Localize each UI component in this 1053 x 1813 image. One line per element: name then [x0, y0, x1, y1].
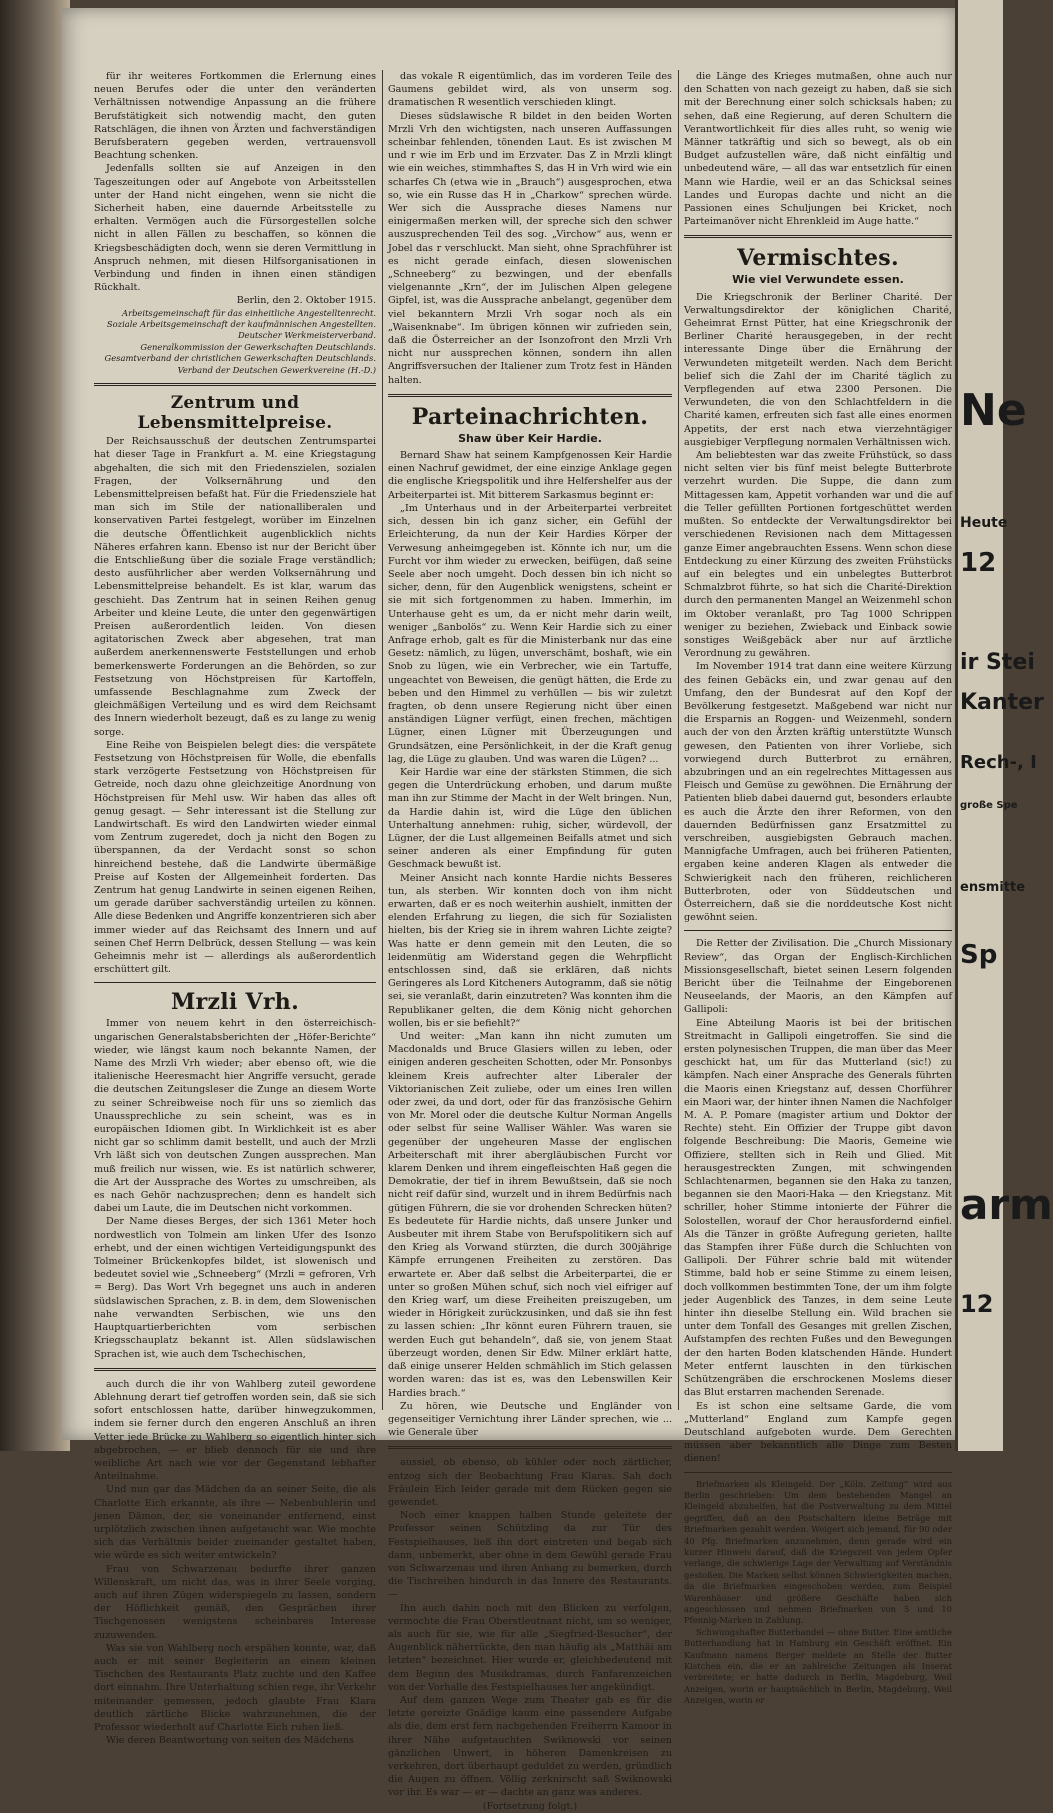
feuilleton-paragraph: Frau von Schwarzenau bedurfte ihrer ganzen Willenskraft, um nicht das, was in ihrer Seele vorging, auch auf ihren Zügen widerspiegeln zu lassen, sondern der Höflichkeit gemäß, den Gesprächen ihrer Tischgenossen wenigstens scheinbares Interesse zuzuwenden.: [94, 1563, 376, 1641]
ad-fragment: Rech-, I: [960, 752, 1037, 773]
dateline: Berlin, den 2. Oktober 1915.: [236, 295, 376, 307]
signatory: Arbeitsgemeinschaft für das einheitliche Angestelltenrecht.: [122, 307, 376, 318]
ad-fragment: Kanter: [960, 690, 1044, 715]
headline: Mrzli Vrh.: [170, 989, 300, 1016]
divider: [388, 394, 672, 397]
paragraph: das vokale R eigentümlich, das im vorderen Teile des Gaumens gebildet wird, als von unserm sog. dramatischen R wesentlich verschieden klingt.: [388, 71, 672, 109]
signatory: Soziale Arbeitsgemeinschaft der kaufmännischen Angestellten.: [106, 319, 376, 330]
feuilleton-paragraph: Und nun gar das Mädchen da an seiner Seite, die als Charlotte Eich erkannte, als ihre — Nebenbuhlerin und jenen Dämon, der, sie voneinander entfernend, einst urplötzlich zwischen ihnen aufgetaucht war. Wie mochte sich das Verhältnis beider zueinander gestaltet haben, wie würde es sich weiter entwickeln?: [94, 1484, 376, 1562]
paragraph: „Im Unterhaus und in der Arbeiterpartei verbreitet sich, dessen bin ich ganz sicher, ein Gefühl der Erleichterung, da nun der Keir Hardies Körper der Verwesung anheimgegeben ist. Könnte ich nur, um die Furcht vor ihm wieder zu erwecken, beifügen, daß seine Seele aber noch umgeht. Doch dessen bin ich nicht so sicher, denn, für den Augenblick wenigstens, scheint er sie mit sich fortgenommen zu haben. Immerhin, im Unterhause geht es um, da er nicht mehr darin weilt, weniger „ßanbolös“ zu. Wenn Keir Hardie sich zu einer Anfrage erhob, galt es für die Ministerbank nur das eine Gesetz: nämlich, zu lügen, unverschämt, boshaft, wie ein Snob zu lügen, wie ein Verbrecher, wie ein Tartuffe, ungeachtet von Beweisen, die genügt hätten, die Erde zu beben und den Himmel zu verhüllen — bis wir zuletzt fragten, ob denn unsere Regierung nicht über einen anständigen Lügner verfügt, einen frechen, mächtigen Lügner, einen Lügner mit Überzeugungen und Grundsätzen, eine Persönlichkeit, in der die Kraft genug lag, die Lüge zu glauben. Und was waren die Lügen? ...: [388, 502, 672, 765]
paragraph: Immer von neuem kehrt in den österreichisch-ungarischen Generalstabsberichten der „Höfer-Berichte“ wieder, wie längst kaum noch bekannte Namen, der Name des Mrzli Vrh wieder; aber ebenso oft, wie die italienische Heeresmacht hier Angriffe versucht, gerade die deutschen Zeitungsleser die Zunge an diesem Worte zu seiner Schreibweise noch für uns so ziemlich das Unaussprechliche zu sein scheint, was es in europäischen Idiomen gibt. In Wirklichkeit ist es aber nicht gar so schlimm damit bestellt, und auch der Mrzli Vrh läßt sich von deutschen Zungen aussprechen. Man muß freilich nur wissen, wie. Es ist natürlich schwerer, die Art der Aussprache des Wortes zu umschreiben, als es nach Gehör nachzusprechen; denn es handelt sich dabei um Laute, die im Deutschen nicht vorkommen.: [94, 1018, 376, 1215]
paragraph: Jedenfalls sollten sie auf Anzeigen in den Tageszeitungen oder auf Angebote von Arbeitsstellen unter der Hand nicht eingehen, wenn sie nicht die Sicherheit haben, eine dauernde Arbeitsstelle zu erhalten. Vermögen auch die Fürsorgestellen solche nicht in allen Fällen zu beschaffen, so können die Kriegsbeschädigten doch, wenn sie deren Vermittlung in Anspruch nehmen, mit diesen Hilfsorganisationen in Verbindung und finden in ihnen einen ständigen Rückhalt.: [94, 163, 376, 294]
paragraph: Meiner Ansicht nach konnte Hardie nichts Besseres tun, als sterben. Wir konnten doch von ihm nicht erwarten, daß er es noch weiterhin aushielt, inmitten der elenden Erfahrung zu liegen, die sich für Sozialisten hielten, bis der Krieg sie in ihrem wahren Lichte zeigte? Was hatte er denn gemein mit den Leuten, die so leidenmütig am Widerstand gegen die Wehrpflicht entschlossen sind, daß sie erklären, daß nichts Geringeres als Lord Kitcheners Autogramm, daß sie nötig sei, sie veranlaßt, darin einzutreten? Was konnten ihm die Republikaner gelten, die dem König nicht gehorchen wollen, bis er sie befiehlt?“: [388, 872, 672, 1029]
paragraph: Briefmarken als Kleingeld. Der „Köln. Zeitung“ wird aus Berlin geschrieben: Um dem bestehenden Mangel an Kleingeld abzuhelfen, hat die Postverwaltung zu dem Mittel gegriffen, daß an den Postschaltern kleine Beträge mit Briefmarken gezahlt werden. Weigert sich jemand, für 90 oder 40 Pfg. Briefmarken anzunehmen, denn gerade wird ein kurzer Hinweis darauf, daß die Kriegszeit von jedem Opfer verlange, die schwierige Lage der Verwaltung auf Verständnis gestoßen. Die Marken selbst können Schwierigkeiten machen, da die Briefmarken eingeschoben werden, zum Beispiel Warenhäuser und größere Geschäfte haben sich angeschlossen und nehmen Briefmarken von 5 und 10 Pfennig-Marken in Zahlung.: [684, 1478, 952, 1626]
column-2: [388, 70, 672, 1812]
ad-fragment: große Spe: [960, 800, 1018, 811]
paragraph: Eine Abteilung Maoris ist bei der britischen Streitmacht in Gallipoli eingetroffen. Sie sind die ersten polynesischen Truppen, die man über das Meer geschickt hat, um für das Mutterland (sic!) zu kämpfen. Nach einer Ansprache des Generals führten die Maoris einen Kriegstanz auf, dessen Chorführer ein Maori war, der hinter ihnen Namen die Nachfolger M. A. P. Pomare (magister artium und Doktor der Rechte) steht. Ein Offizier der Truppe gibt davon folgende Beschreibung: Die Maoris, Gemeine wie Offiziere, stellten sich in Reih und Glied. Mit herausgestreckten Zungen, mit schwingenden Schlachtenarmen, begannen sie den Haka zu tanzen, begannen sie den Maori-Haka — den Kriegstanz. Mit schriller, hoher Stimme intonierte der Führer die Solostellen, worauf der Chor herausfordernd einfiel. Als die Tänzer in größte Aufregung gerieten, hallte das Stampfen ihrer Füße durch die Schluchten von Gallipoli. Der Führer schrie bald mit wütender Stimme, bald hob er seine Stimme zu einem leisen, doch vollkommen bestimmten Tone, der um ihm folgte jeder Augenblick des Tanzes, in dem seine Leute hinter ihn dieselbe Stellung ein. Wild brachen sie unter dem Tonfall des Gesanges mit grellen Zischen, Aufstampfen des rechten Fußes und den Bewegungen der den harten Boden klatschenden Hände. Hundert Meter entfernt lauschten in den türkischen Schützengräben die erschrockenen Moslems dieser das Blut erstarren machenden Serenade.: [684, 1017, 952, 1399]
headline: Parteinachrichten.: [411, 403, 649, 430]
feuilleton-paragraph: auch durch die ihr von Wahlberg zuteil gewordene Ablehnung derart tief getroffen worden sein, daß sie sich sofort entschlossen hatte, darüber hinwegzukommen, indem sie ferner durch den engeren Anschluß an ihren Vetter jede Brücke zu Wahlberg so eigentlich hinter sich abgebrochen, — er blieb dennoch für sie und ihre weibliche Art nach wie vor der Gegenstand lebhafter Anteilnahme.: [94, 1378, 376, 1483]
paragraph: Zu hören, wie Deutsche und Engländer von gegenseitiger Vernichtung ihrer Länder sprechen, wie ... wie Generale über: [388, 1400, 672, 1439]
feuilleton-paragraph: Was sie von Wahlberg noch erspähen konnte, war, daß auch er mit seiner Begleiterin an einem kleinen Tischchen des Restaurants Platz zuchte und den Kaffee dort einnahm. Ihre Unterhaltung schien rege, ihr Verkehr miteinander gemessen, jedoch glaubte Frau Klara deutlich zärtliche Blicke wahrzunehmen, die der Professor wiederholt auf Charlotte Eich ruhen ließ.: [94, 1642, 376, 1733]
paragraph: Es ist schon eine seltsame Garde, die vom „Mutterland“ England zum Kampfe gegen Deutschland aufgeboten wurde. Dem Gerechten müssen aber bekanntlich alle Dinge zum Besten dienen!: [684, 1400, 952, 1465]
continuation-note: (Fortsetzung folgt.): [482, 1800, 578, 1812]
column-3: [684, 70, 952, 1706]
paragraph: Dieses südslawische R bildet in den beiden Worten Mrzli Vrh den wichtigsten, nach unseren Auffassungen scheinbar fehlenden, tönenden Laut. Es ist zwischen M und r wie im Erb und im Erzvater. Das Z in Mrzli klingt wie ein weiches, stimmhaftes S, das H in Vrh wird wie ein scharfes Ch (etwa wie in „Brauch“) ausgesprochen, etwa so, wie ein Russe das H in „Charkow“ sprechen würde. Wer sich die Aussprache dieses Namens nur einigermaßen merken will, der spreche sich den schwer auszusprechenden Teil des sog. „Virchow“ aus, wenn er Jobel das r verschluckt. Man sieht, ohne Sprachführer ist es nicht gerade einfach, diesen slowenischen „Schneeberg“ zu bezwingen, und der ebenfalls vielgenannte „Krn“, der im Julischen Alpen gelegene Gipfel, ist, was die Aussprache anbelangt, gegenüber dem viel bekanntern Mrzli Vrh sogar noch als ein „Waisenknabe“. Im übrigen können wir zufrieden sein, daß die Österreicher an der Isonzofront den Mrzli Vrh nicht nur aussprechen können, sondern ihn allen Angriffsversuchen der Italiener zum Trotz fest in Händen halten.: [388, 110, 672, 386]
paragraph: Die Retter der Zivilisation. Die „Church Missionary Review“, das Organ der Englisch-Kirchlichen Missionsgesellschaft, bietet seinen Lesern folgenden Bericht über die Teilnahme der Eingeborenen Neuseelands, der Maoris, an den Kämpfen auf Gallipoli:: [684, 938, 952, 1016]
paragraph: Am beliebtesten war das zweite Frühstück, so dass nicht selten vier bis fünf meist belegte Butterbrote verzehrt wurden. Die Suppe, die dann zum Mittagessen kam, Appetit vorhanden war und die auf die Teller gefüllten Portionen fortgeschüttet werden mußten. So entdeckte der Verwaltungsdirektor bei verschiedenen Revisionen nach dem Mittagessen ganze Eimer angebrauchten Essens. Wenn schon diese Entdeckung zu einer Kürzung des zweiten Frühstücks auf ein belegtes und ein unbelegtes Butterbrot Schmalzbrot führte, so hat sich die Charité-Direktion durch den permanenten Mangel an Weizenmehl schon im Oktober veranlaßt, pro Tag 1000 Schrippen weniger zu beziehen, Zwieback und Einback sowie sonstiges Weißgebäck aber nur auf ärztliche Verordnung zu gewähren.: [684, 450, 952, 660]
signatory: Gesamtverband der christlichen Gewerkschaften Deutschlands.: [104, 353, 376, 364]
paragraph: Keir Hardie war eine der stärksten Stimmen, die sich gegen die Unterdrückung erhoben, und darum mußte man ihn zur Stimme der Macht in der Welt bringen. Nun, da Hardie dahin ist, wird die Lüge den üblichen Unterhaltung annehmen: ruhig, sicher, würdevoll, der Lügner, der die Lust allgemeinen Beifalls atmet und sich seiner anderen als einer Empfindung für guten Geschmack bewußt ist.: [388, 766, 672, 871]
paragraph: Die Kriegschronik der Berliner Charité. Der Verwaltungsdirektor der königlichen Charité, Geheimrat Ernst Pütter, hat eine Kriegschronik der Berliner Charité herausgegeben, in der recht interessante Dinge über die Ernährung der Verwundeten mitgeteilt werden. Nach dem Bericht belief sich die Zahl der im Charité täglich zu Verpflegenden auf etwa 2300 Personen. Die Verwundeten, die von den Schlachtfeldern in die Charité kamen, erfreuten sich fast alle eines enormen Appetits, der erst nach etwa vierzehntägiger ausgiebiger Verpflegung normalen Verhältnissen wich.: [684, 291, 952, 448]
divider: [684, 1472, 952, 1473]
signatory: Verband der Deutschen Gewerkvereine (H.-D.): [177, 364, 376, 375]
ad-fragment: Heute: [960, 515, 1008, 531]
signatory: Deutscher Werkmeisterverband.: [237, 330, 376, 341]
ad-fragment: ensmitte: [960, 880, 1026, 895]
divider: [94, 982, 376, 983]
feuilleton-paragraph: Noch einer knappen halben Stunde geleitete der Professor seinen Schützling da zur Tür des Festspielhauses, ließ ihn dort eintreten und begab sich dann, unbemerkt, aber ohne in dem Gewühl gerade Frau von Schwarzenau und ihren Anhang zu bemerken, durch die Tischreihen hindurch in das Innere des Restaurants. —: [388, 1510, 672, 1601]
book-binding: [0, 0, 70, 1451]
ad-fragment: ir Stei: [960, 650, 1035, 675]
divider: [94, 383, 376, 386]
feuilleton-paragraph: Wie deren Beantwortung von seiten des Mädchens: [106, 1735, 354, 1747]
feuilleton-paragraph: Ihn auch dahin noch mit den Blicken zu verfolgen, vermochte die Frau Oberstleutnant nicht, um so weniger, als auch für sie, wie für alle „Siegfried-Besucher“, der Augenblick näherrückte, den man häufig als „Matthäi am letzten“ bezeichnet. Hier wurde er, gleichbedeutend mit dem Beginn des Musikdramas, durch Fanfarenzeichen von der Vorhalle des Festspielhauses her angekündigt.: [388, 1602, 672, 1693]
paragraph: Der Reichsausschuß der deutschen Zentrumspartei hat dieser Tage in Frankfurt a. M. eine Kriegstagung abgehalten, die sich mit den Friedenszielen, sozialen Fragen, der Volksernährung und den Lebensmittelpreisen befaßt hat. Für die Friedensziele hat man sich im Stile der nationalliberalen und konservativen Partei festgelegt, worüber im Einzelnen die deutsche Öffentlichkeit augenblicklich nichts Näheres erfahren kann. Ebenso ist nur der Bericht über die Entschließung über die soziale Frage verständlich; desto ausführlicher aber werden Volksernährung und Lebensmittelpreise behandelt. Es ist klar, warum das geschieht. Das Zentrum hat in seinen Reihen genug Arbeiter und kleine Leute, die unter den gegenwärtigen Preisen außerordentlich leiden. Von diesen agitatorischen Zweck aber abgesehen, trat man außerdem anerkennenswerte Feststellungen und erhob bemerkenswerte Forderungen an die Behörden, so zur Festsetzung von Höchstpreisen für Kartoffeln, umfassende Beschlagnahme zum Zweck der gleichmäßigen Verteilung und es wird dem Reichsamt des Innern wiederholt bezeugt, daß es zu lange zu wenig sorge.: [94, 436, 376, 738]
feuilleton-paragraph: aussiel, ob ebenso, ob kühler oder noch zärtlicher, entzog sich der Beobachtung Frau Klaras. Sah doch Fräulein Eich leider gerade mit dem Rücken gegen sie gewendet.: [388, 1457, 672, 1508]
paragraph: Im November 1914 trat dann eine weitere Kürzung des feinen Gebäcks ein, und zwar genau auf den Umfang, den der Bundesrat auf den Kopf der Bevölkerung festgesetzt. Maßgebend war nicht nur die Ersparnis an Roggen- und Weizenmehl, sondern auch der von den Ärzten kräftig unterstützte Wunsch gewesen, den Patienten von ihrer Vorliebe, sich vorwiegend durch Butterbrot zu ernähren, abzubringen und an ein regelrechtes Mittagessen aus Fleisch und Gemüse zu gewöhnen. Die Ernährung der Patienten blieb dabei dauernd gut, besonders erlaubte es auch die Ärzte den ihrer Reformen, von den dauernden Bedürfnissen ganz Ersatzmittel zu verschreiben, ausgiebigsten Gebrauch machen. Mannigfache Umfragen, auch bei früheren Patienten, ergaben keine anderen Klagen als entweder die Schwierigkeit nach den früheren, reichlicheren Butterbroten, oder von Süddeutschen und Österreichern, daß sie die norddeutsche Kost nicht gewöhnt seien.: [684, 661, 952, 924]
ad-fragment: 12: [960, 1290, 994, 1318]
ad-fragment: Sp: [960, 940, 998, 970]
paragraph: die Länge des Krieges mutmaßen, ohne auch nur den Schatten von nach gezeigt zu haben, daß sie sich mit der Berechnung einer solch schicksals haben; zu sehen, daß eine Regierung, auf deren Schultern die Verantwortlichkeit für dies alles ruht, so wenig wie Männer tatkräftig und sich so bewegt, als ob ein Budget aufzustellen wäre, daß nicht einfältig und unbedeutend wäre, — all das war entsetzlich für einen Mann wie Hardie, weil er an das Schicksal seines Landes und Europas dachte und nicht an die Passionen eines Schuljungen bei Kricket, noch Parteimanöver nicht Ehrenkleid im Auge hatte.“: [684, 71, 952, 228]
divider: [684, 930, 952, 931]
feuilleton-divider: [94, 1368, 376, 1371]
column-1: [94, 70, 376, 1747]
feuilleton-divider: [388, 1446, 672, 1449]
column-rule: [382, 70, 383, 1410]
newspaper-page: [62, 8, 958, 1812]
ad-fragment: Ne: [960, 385, 1027, 436]
subheadline: Shaw über Keir Hardie.: [458, 431, 602, 445]
paragraph: Der Name dieses Berges, der sich 1361 Meter hoch nordwestlich von Tolmein am linken Ufer des Isonzo erhebt, und der einen wichtigen Verteidigungspunkt des Tolmeiner Brückenkopfes bildet, ist slowenisch und bedeutet soviel wie „Schneeberg“ (Mrzli = gefroren, Vrh = Berg). Das Wort Vrh begegnet uns auch in anderen südslawischen Sprachen, z. B. in dem, dem Slowenischen nahe verwandten Serbischen, wie uns den Hauptquartierberichten vom serbischen Kriegsschauplatz bekannt ist. Allen südslawischen Sprachen ist, wie auch dem Tschechischen,: [94, 1216, 376, 1360]
divider: [684, 235, 952, 238]
subheadline: Wie viel Verwundete essen.: [732, 273, 904, 287]
paragraph: für ihr weiteres Fortkommen die Erlernung eines neuen Berufes oder die unter den veränderten Verhältnissen notwendige Anpassung an die frühere Berufstätigkeit sich notwendig macht, den guten Ratschlägen, die ihnen von Ärzten und fachverständigen Berufsberatern gegeben werden, vertrauensvoll Beachtung schenken.: [94, 71, 376, 162]
paragraph: Schwungshafter Butterhandel — ohne Butter. Eine amtliche Butterhandlung hat in Hamburg ein Geschäft eröffnet. Ein Kaufmann namens Berger meldete an Stelle der Butter Kistchen ein, die er an zahlreiche Zeitungen als Inserat verbreitete; er hatte dadurch in Berlin, Magdeburg, Weil Anzeigen, worin er hauptsächlich in Berlin, Magdeburg, Weil Anzeigen, worin er: [684, 1626, 952, 1706]
ad-fragment: arm: [960, 1180, 1053, 1229]
adjacent-page-strip: [955, 0, 1053, 1451]
signatory: Generalkommission der Gewerkschaften Deutschlands.: [140, 341, 376, 352]
ad-fragment: 12: [960, 548, 997, 578]
paragraph: Eine Reihe von Beispielen belegt dies: die verspätete Festsetzung von Höchstpreisen für Wolle, die ebenfalls stark verzögerte Festsetzung von Höchstpreisen für Getreide, noch dazu ohne gleichzeitige Anordnung von Höchstpreisen für Mehl usw. Wir haben das alles oft genug gesagt. — Sehr interessant ist die Stellung zur Landwirtschaft. Es wird den Landwirten wieder einmal vom Zentrum zugeredet, doch ja nicht den Bogen zu überspannen, da der Verdacht sonst so schon hinreichend bestehe, daß die Landwirte übermäßige Preise auf Kosten der Allgemeinheit forderten. Das Zentrum hat genug Landwirte in seinen eigenen Reihen, um gerade darüber sachverständig urteilen zu können. Alle diese Bedenken und Angriffe konzentrieren sich aber immer wieder auf das Reichsamt des Innern und auf seinen Chef Herrn Delbrück, dessen Stellung — was kein Geheimnis mehr ist — allerdings als außerordentlich erschüttert gilt.: [94, 739, 376, 976]
headline: Vermischtes.: [737, 245, 899, 272]
feuilleton-paragraph: Auf dem ganzen Wege zum Theater gab es für die letzte gereizte Gnädige kaum eine passendere Aufgabe als die, dem erst fern nachgehenden Freiherrn Kamoor in ihrer Nähe aufgetauchten Swiknowski vor seinen gänzlichen Unwert, in höheren Damenkreisen zu verkehren, dort überhaupt geduldet zu werden, gründlich die Augen zu öffnen. Völlig zerknirscht saß Swiknowski vor ihr. Es war — er — dachte an ganz was anderes.: [388, 1694, 672, 1799]
headline: Zentrum und Lebensmittelpreise.: [137, 393, 333, 434]
paragraph: Und weiter: „Man kann ihn nicht zumuten um Macdonalds und Bruce Glasiers willen zu leben, oder einigen anderen gescheiten Schotten, oder Mr. Ponsonbys kleinem Kreis aufrechter alter Liberaler der Viktorianischen Zeit zuliebe, oder um eines Iren willen oder zwei, da und dort, oder für das französische Gehirn von Mr. Morel oder die deutsche Kultur Norman Angells oder selbst für seine Walliser Wähler. Was waren sie gegenüber der ungeheuren Masse der englischen Arbeiterschaft mit ihrer abergläubischen Furcht vor klarem Denken und ihrem eingefleischten Haß gegen die Demokratie, der tief in ihrem Bewußtsein, daß sie noch nicht reif dafür sind, wurzelt und in ihrem Bedürfnis nach gütigen Führern, die sie vor drohenden Schrecken hüten? Es bedeutete für Hardie nichts, daß unsere Junker und Ausbeuter mit ihrem Stabe von Berufspolitikern sich auf den Krieg als Vorwand stürzten, die durch 300jährige Kämpfe errungenen Freiheiten zu zerstören. Das erwartete er. Aber daß selbst die Arbeiterpartei, die er unter so großen Mühen schuf, sich noch viel eifriger auf den Krieg warf, um diese Freiheiten preiszugeben, um wieder in Hörigkeit zurückzusinken, und daß sie ihn fest zu lassen schien: „Ihr könnt euren Führern trauen, sie werden Euch gut behandeln“, daß sie, von jenem Staat überzeugt worden, denen Sir Edw. Milner erklärt hatte, daß einige unserer Helden schmählich im Stich gelassen worden waren: das ist es, was den Lebenswillen Keir Hardies brach.“: [388, 1031, 672, 1399]
paragraph: Bernard Shaw hat seinem Kampfgenossen Keir Hardie einen Nachruf gewidmet, der eine einzige Anklage gegen die englische Kriegspolitik und ihre Helfershelfer aus der Arbeiterpartei ist. Mit bitterem Sarkasmus beginnt er:: [388, 450, 672, 501]
column-rule: [678, 70, 679, 1410]
